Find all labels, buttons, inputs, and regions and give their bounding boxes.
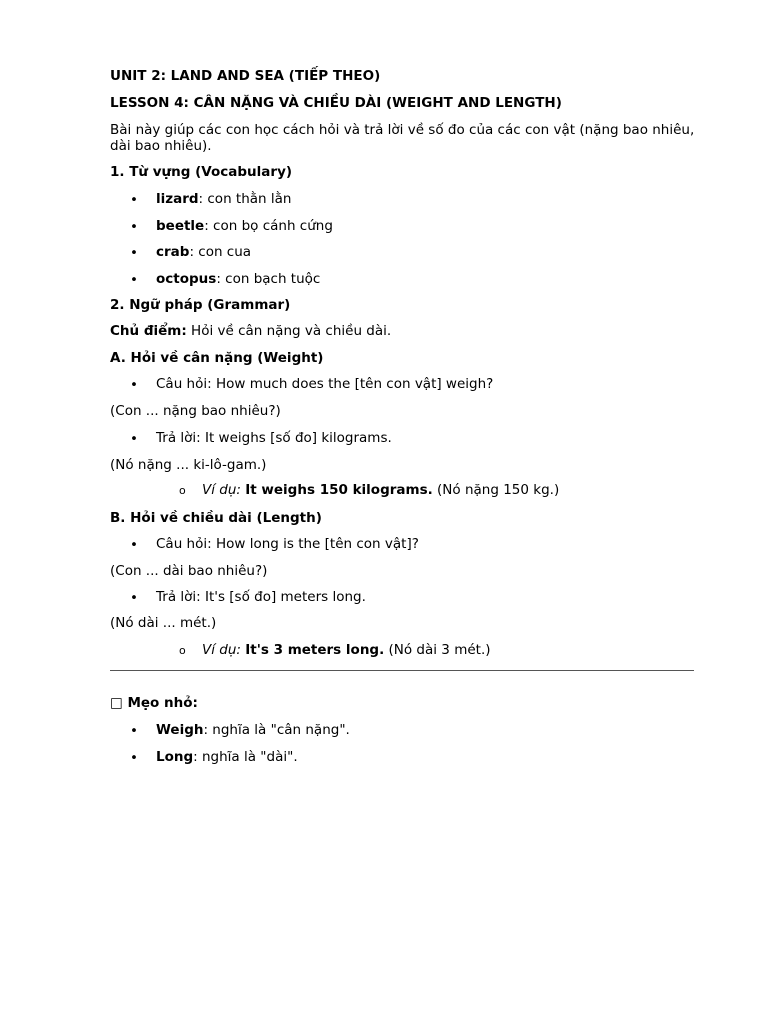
example-vi: (Nó nặng 150 kg.) [432, 482, 560, 498]
bullet: • [130, 219, 138, 235]
vocab-meaning: : con cua [189, 244, 252, 260]
unit-title: UNIT 2: LAND AND SEA (TIẾP THEO) [110, 68, 381, 84]
bullet: • [130, 377, 138, 393]
bullet: • [130, 245, 138, 261]
bullet: • [130, 537, 138, 553]
tips-heading: Mẹo nhỏ: [127, 695, 198, 711]
example-vi: (Nó dài 3 mét.) [384, 642, 491, 658]
weight-heading: A. Hỏi về cân nặng (Weight) [110, 350, 324, 366]
vocab-item [156, 244, 251, 260]
tip-item [156, 749, 298, 765]
vocab-word: beetle [156, 218, 205, 234]
length-example [202, 642, 491, 658]
bullet: • [130, 272, 138, 288]
sub-bullet: o [179, 484, 186, 497]
weight-question-vi: (Con ... nặng bao nhiêu?) [110, 403, 281, 419]
vocab-meaning: : con bọ cánh cứng [204, 218, 333, 234]
intro-paragraph: Bài này giúp các con học cách hỏi và trả lời về số đo của các con vật (nặng bao nhiêu, dài bao nhiêu). [110, 122, 695, 154]
vocab-item [156, 218, 333, 234]
tip-item [156, 722, 350, 738]
vocab-word: crab [156, 244, 190, 260]
topic-text: Hỏi về cân nặng và chiều dài. [186, 323, 392, 339]
topic-label: Chủ điểm: [110, 323, 187, 339]
bullet: • [130, 431, 138, 447]
example-label: Ví dụ: [202, 482, 241, 498]
bullet: • [130, 723, 138, 739]
bullet: • [130, 192, 138, 208]
vocab-item [156, 271, 320, 287]
length-heading: B. Hỏi về chiều dài (Length) [110, 510, 322, 526]
length-question: Câu hỏi: How long is the [tên con vật]? [156, 536, 419, 552]
example-label: Ví dụ: [202, 642, 241, 658]
example-en: It's 3 meters long. [245, 642, 385, 658]
tips-heading-line [110, 695, 198, 711]
horizontal-divider [110, 670, 694, 671]
weight-example [202, 482, 559, 498]
weight-answer-vi: (Nó nặng ... ki-lô-gam.) [110, 457, 267, 473]
tip-word: Weigh [156, 722, 204, 738]
bullet: • [130, 590, 138, 606]
vocab-meaning: : con bạch tuộc [216, 271, 321, 287]
sub-bullet: o [179, 644, 186, 657]
vocab-item [156, 191, 291, 207]
weight-question: Câu hỏi: How much does the [tên con vật] weigh? [156, 376, 494, 392]
vocab-word: octopus [156, 271, 217, 287]
grammar-heading: 2. Ngữ pháp (Grammar) [110, 297, 291, 313]
topic-line [110, 323, 391, 339]
tip-meaning: : nghĩa là "dài". [193, 749, 298, 765]
vocab-meaning: : con thằn lằn [198, 191, 292, 207]
bullet: • [130, 750, 138, 766]
tip-word: Long [156, 749, 194, 765]
lesson-title: LESSON 4: CÂN NẶNG VÀ CHIỀU DÀI (WEIGHT AND LENGTH) [110, 95, 562, 111]
tip-meaning: : nghĩa là "cân nặng". [203, 722, 350, 738]
length-question-vi: (Con ... dài bao nhiêu?) [110, 563, 268, 579]
length-answer-vi: (Nó dài ... mét.) [110, 615, 217, 631]
vocab-heading: 1. Từ vựng (Vocabulary) [110, 164, 293, 180]
length-answer: Trả lời: It's [số đo] meters long. [156, 589, 366, 605]
lightbulb-icon: □ [110, 695, 123, 711]
vocab-word: lizard [156, 191, 199, 207]
example-en: It weighs 150 kilograms. [245, 482, 433, 498]
weight-answer: Trả lời: It weighs [số đo] kilograms. [156, 430, 392, 446]
